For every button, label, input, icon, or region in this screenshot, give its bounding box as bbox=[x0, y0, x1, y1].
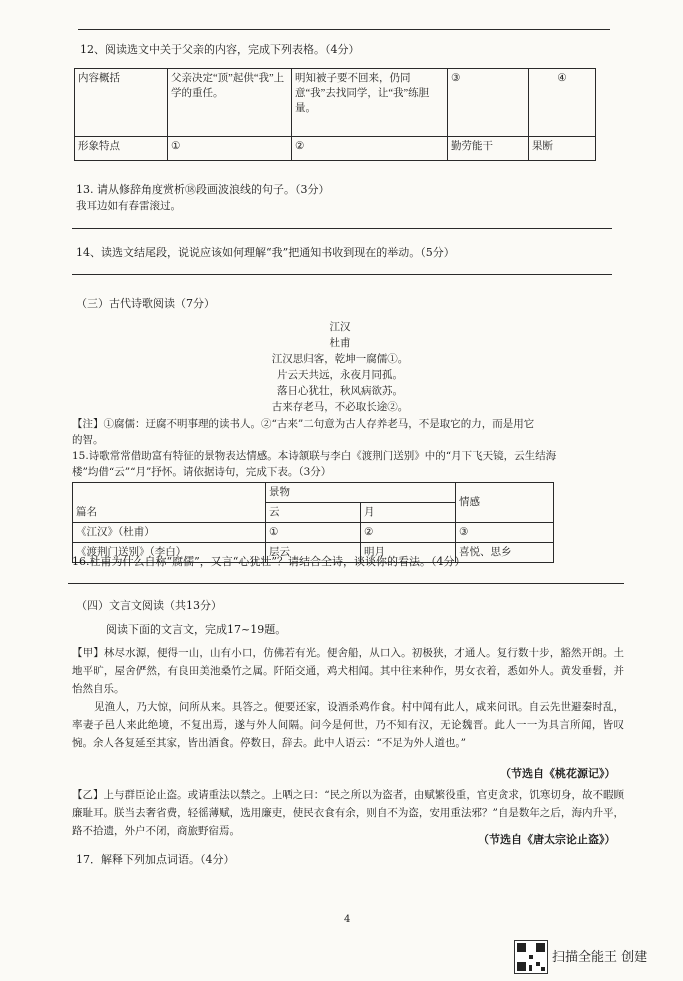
q15-col-scenery: 景物 bbox=[266, 483, 456, 503]
poem-author: 杜甫 bbox=[329, 337, 351, 349]
q12-question: 12、阅读选文中关于父亲的内容，完成下列表格。（4分） bbox=[80, 43, 360, 56]
q15-question-line1: 15.诗歌常常借助富有特征的景物表达情感。本诗颔联与李白《渡荆门送别》中的“月下飞天镜，云生结海 bbox=[72, 450, 557, 462]
poem-note-line1: 【注】①腐儒：迂腐不明事理的读书人。②“古来”二句意为古人存养老马，不是取它的力，而是用它 bbox=[72, 418, 535, 430]
q16-answer-rule bbox=[68, 583, 624, 584]
q14-answer-rule bbox=[72, 274, 612, 275]
page-number: 4 bbox=[344, 914, 351, 925]
q16-question: 16.杜甫为什么自称“腐儒”，又言“心犹壮”？请结合全诗，谈谈你的看法。（4分） bbox=[72, 555, 466, 568]
q15-table bbox=[72, 482, 554, 563]
q15-r1-moon: ② bbox=[361, 523, 456, 543]
q12-row2-header: 形象特点 bbox=[75, 137, 168, 161]
q12-row1-cell2: 明知被子要不回来，仍同意“我”去找同学，让“我”练胆量。 bbox=[292, 69, 448, 137]
q15-r1-cloud: ① bbox=[266, 523, 361, 543]
poem-line-1: 江汉思归客，乾坤一腐儒①。 bbox=[271, 353, 409, 365]
q15-col-moon: 月 bbox=[361, 503, 456, 523]
q13-answer-rule bbox=[72, 228, 612, 229]
qr-code-icon bbox=[514, 940, 548, 974]
q12-table bbox=[74, 68, 596, 161]
q12-row1-cell1: 父亲决定“顶”起供“我”上学的重任。 bbox=[168, 69, 292, 137]
q14-question: 14、读选文结尾段，说说应该如何理解“我”把通知书收到现在的举动。（5分） bbox=[76, 246, 455, 259]
q12-row1-cell4: ④ bbox=[529, 69, 596, 137]
q15-r2-title: 《渡荆门送别》（李白） bbox=[73, 543, 266, 563]
yi-paragraph: 【乙】上与群臣论止盗。或请重法以禁之。上哂之曰：“民之所以为盗者，由赋繁役重，官吏贪求，饥寒切身，故不暇顾廉耻耳。朕当去奢省费，轻徭薄赋，选用廉吏，使民衣食有余，则自不为盗，安用重法邪？”自是数年之后，海内升平，路不拾遗，外户不闭，商旅野宿焉。 bbox=[72, 789, 624, 837]
q15-r2-cloud: 层云 bbox=[266, 543, 361, 563]
q12-row2-cell4: 果断 bbox=[529, 137, 596, 161]
q17-question: 17．解释下列加点词语。（4分） bbox=[76, 853, 235, 866]
top-rule bbox=[78, 29, 610, 30]
section4-intro: 阅读下面的文言文，完成17~19题。 bbox=[106, 623, 287, 636]
q15-col-emotion: 情感 bbox=[456, 483, 554, 523]
q15-r1-title: 《江汉》（杜甫） bbox=[73, 523, 266, 543]
poem-title: 江汉 bbox=[329, 321, 351, 333]
q12-row1-header: 内容概括 bbox=[75, 69, 168, 137]
poem-line-2: 片云天共远，永夜月同孤。 bbox=[277, 369, 403, 381]
q12-row1-cell3: ③ bbox=[448, 69, 529, 137]
jia-paragraph-1: 【甲】林尽水源，便得一山，山有小口，仿佛若有光。便舍船，从口入。初极狭，才通人。复行数十步，豁然开朗。土地平旷，屋舍俨然，有良田美池桑竹之属。阡陌交通，鸡犬相闻。其中往来种作，男女衣着，悉如外人。黄发垂髫，并怡然自乐。 bbox=[72, 647, 624, 695]
q12-row2-cell3: 勤劳能干 bbox=[448, 137, 529, 161]
section4-heading: （四）文言文阅读（共13分） bbox=[76, 599, 222, 612]
q13-answer: 我耳边如有春雷滚过。 bbox=[76, 201, 181, 212]
q15-r1-emotion: ③ bbox=[456, 523, 554, 543]
q13-question: 13. 请从修辞角度赏析⑱段画波浪线的句子。（3分） bbox=[76, 183, 330, 196]
section3-heading: （三）古代诗歌阅读（7分） bbox=[76, 297, 215, 310]
q15-col-title: 篇名 bbox=[73, 483, 266, 523]
q15-r2-emotion: 喜悦、思乡 bbox=[456, 543, 554, 563]
q12-row2-cell2: ② bbox=[292, 137, 448, 161]
jia-paragraph-2: 见渔人，乃大惊，问所从来。具答之。便要还家，设酒杀鸡作食。村中闻有此人，咸来问讯。自云先世避秦时乱，率妻子邑人来此绝境，不复出焉，遂与外人间隔。问今是何世，乃不知有汉，无论魏晋。此人一一为具言所闻，皆叹惋。余人各复延至其家，皆出酒食。停数日，辞去。此中人语云：“不足为外人道也。” bbox=[72, 701, 624, 749]
watermark-text: 扫描全能王 创建 bbox=[552, 950, 648, 965]
jia-source: （节选自《桃花源记》） bbox=[500, 767, 616, 780]
q12-row2-cell1: ① bbox=[168, 137, 292, 161]
q15-question-line2: 楼”均借“云”“月”抒怀。请依据诗句，完成下表。（3分） bbox=[72, 466, 332, 478]
yi-source: （节选自《唐太宗论止盗》） bbox=[478, 833, 616, 846]
poem-line-3: 落日心犹壮，秋风病欲苏。 bbox=[277, 385, 403, 397]
q15-r2-moon: 明月 bbox=[361, 543, 456, 563]
poem-note-line2: 的智。 bbox=[72, 434, 104, 446]
poem-line-4: 古来存老马，不必取长途②。 bbox=[271, 401, 409, 413]
q15-col-cloud: 云 bbox=[266, 503, 361, 523]
